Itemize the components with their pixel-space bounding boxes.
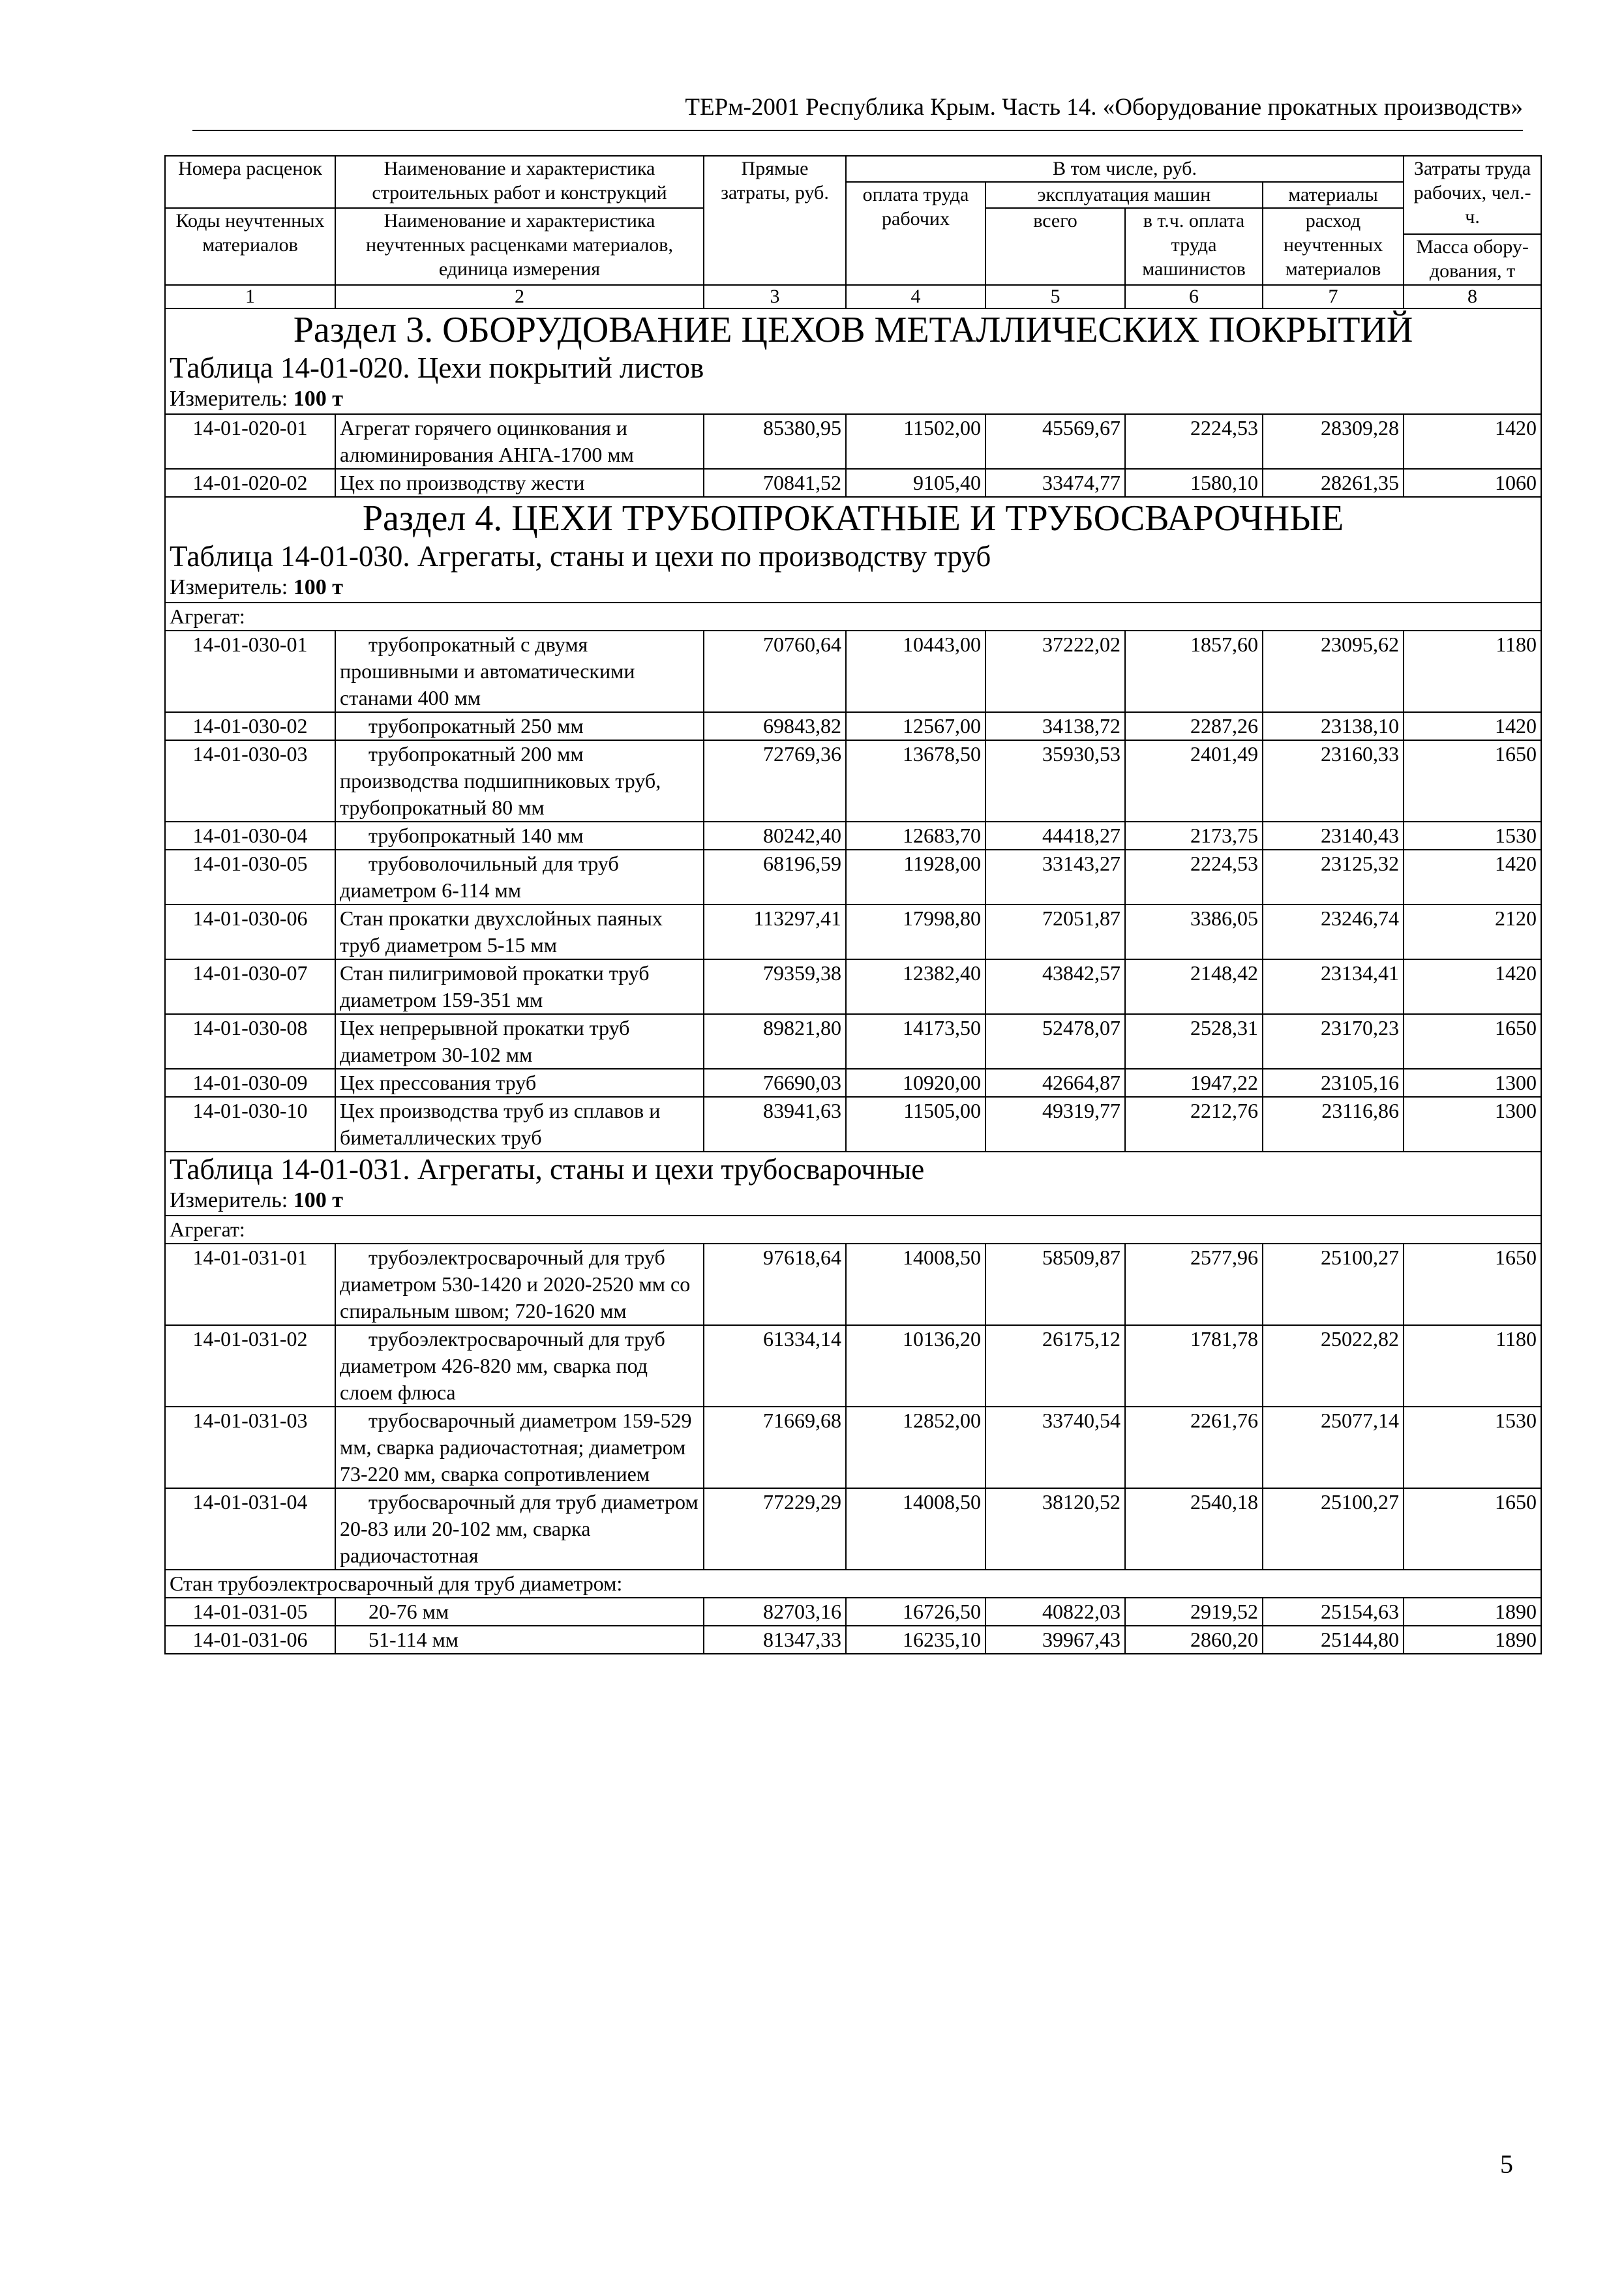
labor-hours: 1890 [1404, 1598, 1541, 1626]
direct-cost: 82703,16 [704, 1598, 846, 1626]
machinist-labor-cost: 2540,18 [1125, 1488, 1263, 1570]
table-020-rows [165, 414, 1541, 497]
rate-code: 14-01-030-10 [165, 1097, 335, 1152]
machine-cost: 33474,77 [985, 469, 1125, 497]
meter-line [165, 385, 1541, 414]
meter-label: Измеритель: [170, 1188, 288, 1212]
materials-cost: 23170,23 [1263, 1014, 1404, 1069]
labor-cost: 9105,40 [846, 469, 985, 497]
rate-code: 14-01-030-02 [165, 712, 335, 740]
table-row [165, 1407, 1541, 1488]
col1-bottom-header: Коды неучтенных материалов [165, 208, 335, 285]
rate-name [335, 1598, 704, 1626]
machine-cost: 43842,57 [985, 959, 1125, 1014]
machine-cost: 33740,54 [985, 1407, 1125, 1488]
rate-name [335, 1325, 704, 1407]
labor-cost: 12567,00 [846, 712, 985, 740]
direct-cost: 61334,14 [704, 1325, 846, 1407]
direct-cost: 70841,52 [704, 469, 846, 497]
col8-bottom-header: Масса обору-дования, т [1404, 234, 1541, 285]
table-row [165, 1014, 1541, 1069]
table-row [165, 1488, 1541, 1570]
rate-name: Агрегат горячего оцинкования и алюминирования АНГА-1700 мм [335, 414, 704, 469]
rate-name: Цех по производству жести [335, 469, 704, 497]
meter-line [165, 573, 1541, 603]
meter-label: Измеритель: [170, 575, 288, 599]
rate-name: Цех прессования труб [335, 1069, 704, 1097]
column-number: 4 [846, 285, 985, 308]
rate-code: 14-01-030-05 [165, 850, 335, 905]
rate-code: 14-01-031-05 [165, 1598, 335, 1626]
materials-cost: 23140,43 [1263, 822, 1404, 850]
labor-cost: 10920,00 [846, 1069, 985, 1097]
labor-cost: 14008,50 [846, 1488, 985, 1570]
rate-code: 14-01-030-03 [165, 740, 335, 822]
group-row [165, 1216, 1541, 1244]
labor-hours: 1530 [1404, 1407, 1541, 1488]
labor-cost: 16235,10 [846, 1626, 985, 1654]
machine-cost: 40822,03 [985, 1598, 1125, 1626]
rate-name [335, 712, 704, 740]
meter-value: 100 т [293, 387, 343, 411]
labor-cost: 14173,50 [846, 1014, 985, 1069]
machine-cost: 42664,87 [985, 1069, 1125, 1097]
labor-hours: 1420 [1404, 850, 1541, 905]
table-title: Таблица 14-01-030. Агрегаты, станы и цехи по производству труб [165, 539, 1541, 573]
direct-cost: 80242,40 [704, 822, 846, 850]
included-header: В том числе, руб. [846, 156, 1404, 182]
machine-cost: 44418,27 [985, 822, 1125, 850]
machines-header: эксплуатация машин [985, 182, 1263, 208]
table-row [165, 712, 1541, 740]
machine-cost: 37222,02 [985, 631, 1125, 712]
materials-cost: 23160,33 [1263, 740, 1404, 822]
section-title: Раздел 3. ОБОРУДОВАНИЕ ЦЕХОВ МЕТАЛЛИЧЕСКИХ ПОКРЫТИЙ [165, 308, 1541, 351]
group-label: Стан трубоэлектросварочный для труб диаметром: [165, 1570, 1541, 1598]
rate-name-rest: 159-529 мм, сварка радиочастотная; диаметром 73-220 мм, сварка сопротивлением [340, 1409, 692, 1486]
rate-name [335, 1407, 704, 1488]
machine-cost: 58509,87 [985, 1244, 1125, 1325]
labor-cost: 11502,00 [846, 414, 985, 469]
labor-cost: 13678,50 [846, 740, 985, 822]
machinist-labor-cost: 2528,31 [1125, 1014, 1263, 1069]
column-number: 3 [704, 285, 846, 308]
section4-heading-block [165, 497, 1541, 603]
rate-code: 14-01-031-04 [165, 1488, 335, 1570]
table-row [165, 1097, 1541, 1152]
rate-code: 14-01-031-06 [165, 1626, 335, 1654]
direct-cost: 113297,41 [704, 905, 846, 959]
labor-cost: 11505,00 [846, 1097, 985, 1152]
table-row [165, 631, 1541, 712]
table-row [165, 414, 1541, 469]
machine-cost: 45569,67 [985, 414, 1125, 469]
materials-cost: 23116,86 [1263, 1097, 1404, 1152]
labor-hours: 1300 [1404, 1097, 1541, 1152]
table-row [165, 822, 1541, 850]
table-031-rows [165, 1216, 1541, 1654]
labor-hours: 1180 [1404, 631, 1541, 712]
rate-code: 14-01-031-03 [165, 1407, 335, 1488]
table-030-rows [165, 603, 1541, 1152]
labor-cost: 10443,00 [846, 631, 985, 712]
labor-hours: 1180 [1404, 1325, 1541, 1407]
labor-cost: 10136,20 [846, 1325, 985, 1407]
rate-code: 14-01-030-09 [165, 1069, 335, 1097]
direct-cost: 83941,63 [704, 1097, 846, 1152]
rate-name-lead: трубопрокатный 200 мм [368, 742, 584, 766]
direct-cost: 79359,38 [704, 959, 846, 1014]
rate-code: 14-01-020-02 [165, 469, 335, 497]
labor-hours: 1420 [1404, 414, 1541, 469]
table-title: Таблица 14-01-031. Агрегаты, станы и цехи трубосварочные [165, 1152, 1541, 1186]
machinist-labor-cost: 1781,78 [1125, 1325, 1263, 1407]
rate-name [335, 822, 704, 850]
rate-code: 14-01-030-06 [165, 905, 335, 959]
labor-hours: 1060 [1404, 469, 1541, 497]
labor-hours: 1420 [1404, 712, 1541, 740]
labor-hours: 1650 [1404, 1488, 1541, 1570]
materials-cost: 25100,27 [1263, 1244, 1404, 1325]
labor-hours: 1530 [1404, 822, 1541, 850]
col7-header: расход неучтенных материалов [1263, 208, 1404, 285]
column-number: 5 [985, 285, 1125, 308]
rate-name-rest: прошивными и автоматическими станами 400 мм [340, 659, 635, 710]
labor-cost: 12683,70 [846, 822, 985, 850]
materials-cost: 28261,35 [1263, 469, 1404, 497]
col6-header: в т.ч. оплата труда машинистов [1125, 208, 1263, 285]
labor-hours: 1890 [1404, 1626, 1541, 1654]
direct-cost: 77229,29 [704, 1488, 846, 1570]
materials-cost: 23125,32 [1263, 850, 1404, 905]
rate-name [335, 1626, 704, 1654]
meter-line [165, 1186, 1541, 1216]
direct-cost: 85380,95 [704, 414, 846, 469]
rate-name-lead: трубоэлектросварочный для [368, 1246, 620, 1269]
page-header: ТЕРм-2001 Республика Крым. Часть 14. «Оборудование прокатных производств» [685, 94, 1523, 121]
rate-name-lead: 20-76 мм [368, 1600, 449, 1623]
rate-name-rest: диаметром 6-114 мм [340, 878, 522, 902]
rate-name-lead: трубопрокатный 250 мм [368, 714, 584, 738]
column-numbers-row [165, 285, 1541, 308]
materials-cost: 25144,80 [1263, 1626, 1404, 1654]
machine-cost: 39967,43 [985, 1626, 1125, 1654]
machine-cost: 52478,07 [985, 1014, 1125, 1069]
machine-cost: 72051,87 [985, 905, 1125, 959]
labor-cost: 12852,00 [846, 1407, 985, 1488]
direct-cost: 76690,03 [704, 1069, 846, 1097]
direct-cost: 70760,64 [704, 631, 846, 712]
col2-bottom-header: Наименование и характеристика неучтенных расценками материалов, единица измерения [335, 208, 704, 285]
machinist-labor-cost: 2860,20 [1125, 1626, 1263, 1654]
direct-cost: 81347,33 [704, 1626, 846, 1654]
rate-code: 14-01-030-01 [165, 631, 335, 712]
table-row [165, 1244, 1541, 1325]
materials-cost: 23246,74 [1263, 905, 1404, 959]
rate-code: 14-01-030-08 [165, 1014, 335, 1069]
machinist-labor-cost: 1947,22 [1125, 1069, 1263, 1097]
labor-cost: 11928,00 [846, 850, 985, 905]
materials-cost: 25154,63 [1263, 1598, 1404, 1626]
rate-name [335, 740, 704, 822]
labor-cost: 17998,80 [846, 905, 985, 959]
section3-heading-block [165, 308, 1541, 414]
machine-cost: 35930,53 [985, 740, 1125, 822]
labor-cost: 12382,40 [846, 959, 985, 1014]
table-row [165, 1626, 1541, 1654]
col2-top-header: Наименование и характеристика строительных работ и конструкций [335, 156, 704, 208]
rate-name-lead: трубосварочный для труб [368, 1490, 597, 1514]
column-number: 6 [1125, 285, 1263, 308]
direct-cost: 68196,59 [704, 850, 846, 905]
direct-cost: 72769,36 [704, 740, 846, 822]
machinist-labor-cost: 2224,53 [1125, 850, 1263, 905]
machinist-labor-cost: 2401,49 [1125, 740, 1263, 822]
materials-cost: 23105,16 [1263, 1069, 1404, 1097]
rate-code: 14-01-031-02 [165, 1325, 335, 1407]
materials-cost: 25022,82 [1263, 1325, 1404, 1407]
table-header [165, 156, 1541, 308]
materials-cost: 25100,27 [1263, 1488, 1404, 1570]
table-title: Таблица 14-01-020. Цехи покрытий листов [165, 351, 1541, 385]
rate-name-lead: трубоволочильный для труб [368, 852, 619, 875]
page-number: 5 [1500, 2149, 1513, 2179]
table-row [165, 1069, 1541, 1097]
table-031-heading-block [165, 1152, 1541, 1216]
rate-name [335, 1488, 704, 1570]
rate-name [335, 631, 704, 712]
table-row [165, 959, 1541, 1014]
machine-cost: 33143,27 [985, 850, 1125, 905]
column-number: 7 [1263, 285, 1404, 308]
rate-name: Стан прокатки двухслойных паяных труб диаметром 5-15 мм [335, 905, 704, 959]
machinist-labor-cost: 1857,60 [1125, 631, 1263, 712]
group-label: Агрегат: [165, 603, 1541, 631]
machinist-labor-cost: 1580,10 [1125, 469, 1263, 497]
labor-hours: 1300 [1404, 1069, 1541, 1097]
rate-name-lead: трубопрокатный 140 мм [368, 824, 584, 847]
machinist-labor-cost: 3386,05 [1125, 905, 1263, 959]
rate-name-rest: труб диаметром 426-820 мм, сварка под слоем флюса [340, 1327, 665, 1404]
header-rule [192, 130, 1523, 131]
rate-name [335, 1244, 704, 1325]
machine-cost: 26175,12 [985, 1325, 1125, 1407]
rate-name-lead: 51-114 мм [368, 1628, 459, 1651]
labor-hours: 1650 [1404, 1014, 1541, 1069]
machine-cost: 34138,72 [985, 712, 1125, 740]
machine-cost: 38120,52 [985, 1488, 1125, 1570]
rate-code: 14-01-031-01 [165, 1244, 335, 1325]
materials-header: материалы [1263, 182, 1404, 208]
labor-hours: 1420 [1404, 959, 1541, 1014]
machinist-labor-cost: 2224,53 [1125, 414, 1263, 469]
meter-label: Измеритель: [170, 387, 288, 411]
group-label: Агрегат: [165, 1216, 1541, 1244]
labor-hours: 1650 [1404, 740, 1541, 822]
rate-name-lead: трубосварочный диаметром [368, 1409, 617, 1432]
rate-code: 14-01-030-04 [165, 822, 335, 850]
machinist-labor-cost: 2173,75 [1125, 822, 1263, 850]
rate-name: Цех непрерывной прокатки труб диаметром 30-102 мм [335, 1014, 704, 1069]
labor-hours: 1650 [1404, 1244, 1541, 1325]
table-row [165, 905, 1541, 959]
column-number: 8 [1404, 285, 1541, 308]
direct-cost: 71669,68 [704, 1407, 846, 1488]
table-row [165, 740, 1541, 822]
table-row [165, 469, 1541, 497]
machinist-labor-cost: 2577,96 [1125, 1244, 1263, 1325]
column-number: 1 [165, 285, 335, 308]
labor-hours: 2120 [1404, 905, 1541, 959]
table-row [165, 1598, 1541, 1626]
group-row [165, 603, 1541, 631]
labor-cost: 16726,50 [846, 1598, 985, 1626]
section-title: Раздел 4. ЦЕХИ ТРУБОПРОКАТНЫЕ И ТРУБОСВАРОЧНЫЕ [165, 497, 1541, 539]
direct-cost: 89821,80 [704, 1014, 846, 1069]
column-number: 2 [335, 285, 704, 308]
rate-name-lead: трубопрокатный с двумя [368, 633, 588, 656]
rate-name [335, 850, 704, 905]
rate-name-rest: производства подшипниковых труб, трубопрокатный 80 мм [340, 769, 661, 819]
rate-code: 14-01-030-07 [165, 959, 335, 1014]
rate-name: Стан пилигримовой прокатки труб диаметром 159-351 мм [335, 959, 704, 1014]
table-row [165, 1325, 1541, 1407]
direct-cost: 69843,82 [704, 712, 846, 740]
materials-cost: 28309,28 [1263, 414, 1404, 469]
materials-cost: 23138,10 [1263, 712, 1404, 740]
machinist-labor-cost: 2212,76 [1125, 1097, 1263, 1152]
materials-cost: 23134,41 [1263, 959, 1404, 1014]
rate-name-rest: диаметром 20-83 или 20-102 мм, сварка радиочастотная [340, 1490, 699, 1567]
col1-top-header: Номера расценок [165, 156, 335, 208]
materials-cost: 25077,14 [1263, 1407, 1404, 1488]
col3-header: Прямые затраты, руб. [704, 156, 846, 285]
meter-value: 100 т [293, 1188, 343, 1212]
group-row [165, 1570, 1541, 1598]
rates-table [164, 155, 1542, 1654]
direct-cost: 97618,64 [704, 1244, 846, 1325]
labor-cost: 14008,50 [846, 1244, 985, 1325]
machinist-labor-cost: 2148,42 [1125, 959, 1263, 1014]
machinist-labor-cost: 2919,52 [1125, 1598, 1263, 1626]
rate-name-lead: трубоэлектросварочный для [368, 1327, 620, 1351]
col8-top-header: Затраты труда рабочих, чел.-ч. [1404, 156, 1541, 234]
machine-cost: 49319,77 [985, 1097, 1125, 1152]
rate-name: Цех производства труб из сплавов и биметаллических труб [335, 1097, 704, 1152]
col4-header: оплата труда рабочих [846, 182, 985, 285]
col5-header: всего [985, 208, 1125, 285]
materials-cost: 23095,62 [1263, 631, 1404, 712]
rate-code: 14-01-020-01 [165, 414, 335, 469]
meter-value: 100 т [293, 575, 343, 599]
machinist-labor-cost: 2287,26 [1125, 712, 1263, 740]
machinist-labor-cost: 2261,76 [1125, 1407, 1263, 1488]
table-row [165, 850, 1541, 905]
rate-name-rest: труб диаметром 530-1420 и 2020-2520 мм со спиральным швом; 720-1620 мм [340, 1246, 691, 1323]
